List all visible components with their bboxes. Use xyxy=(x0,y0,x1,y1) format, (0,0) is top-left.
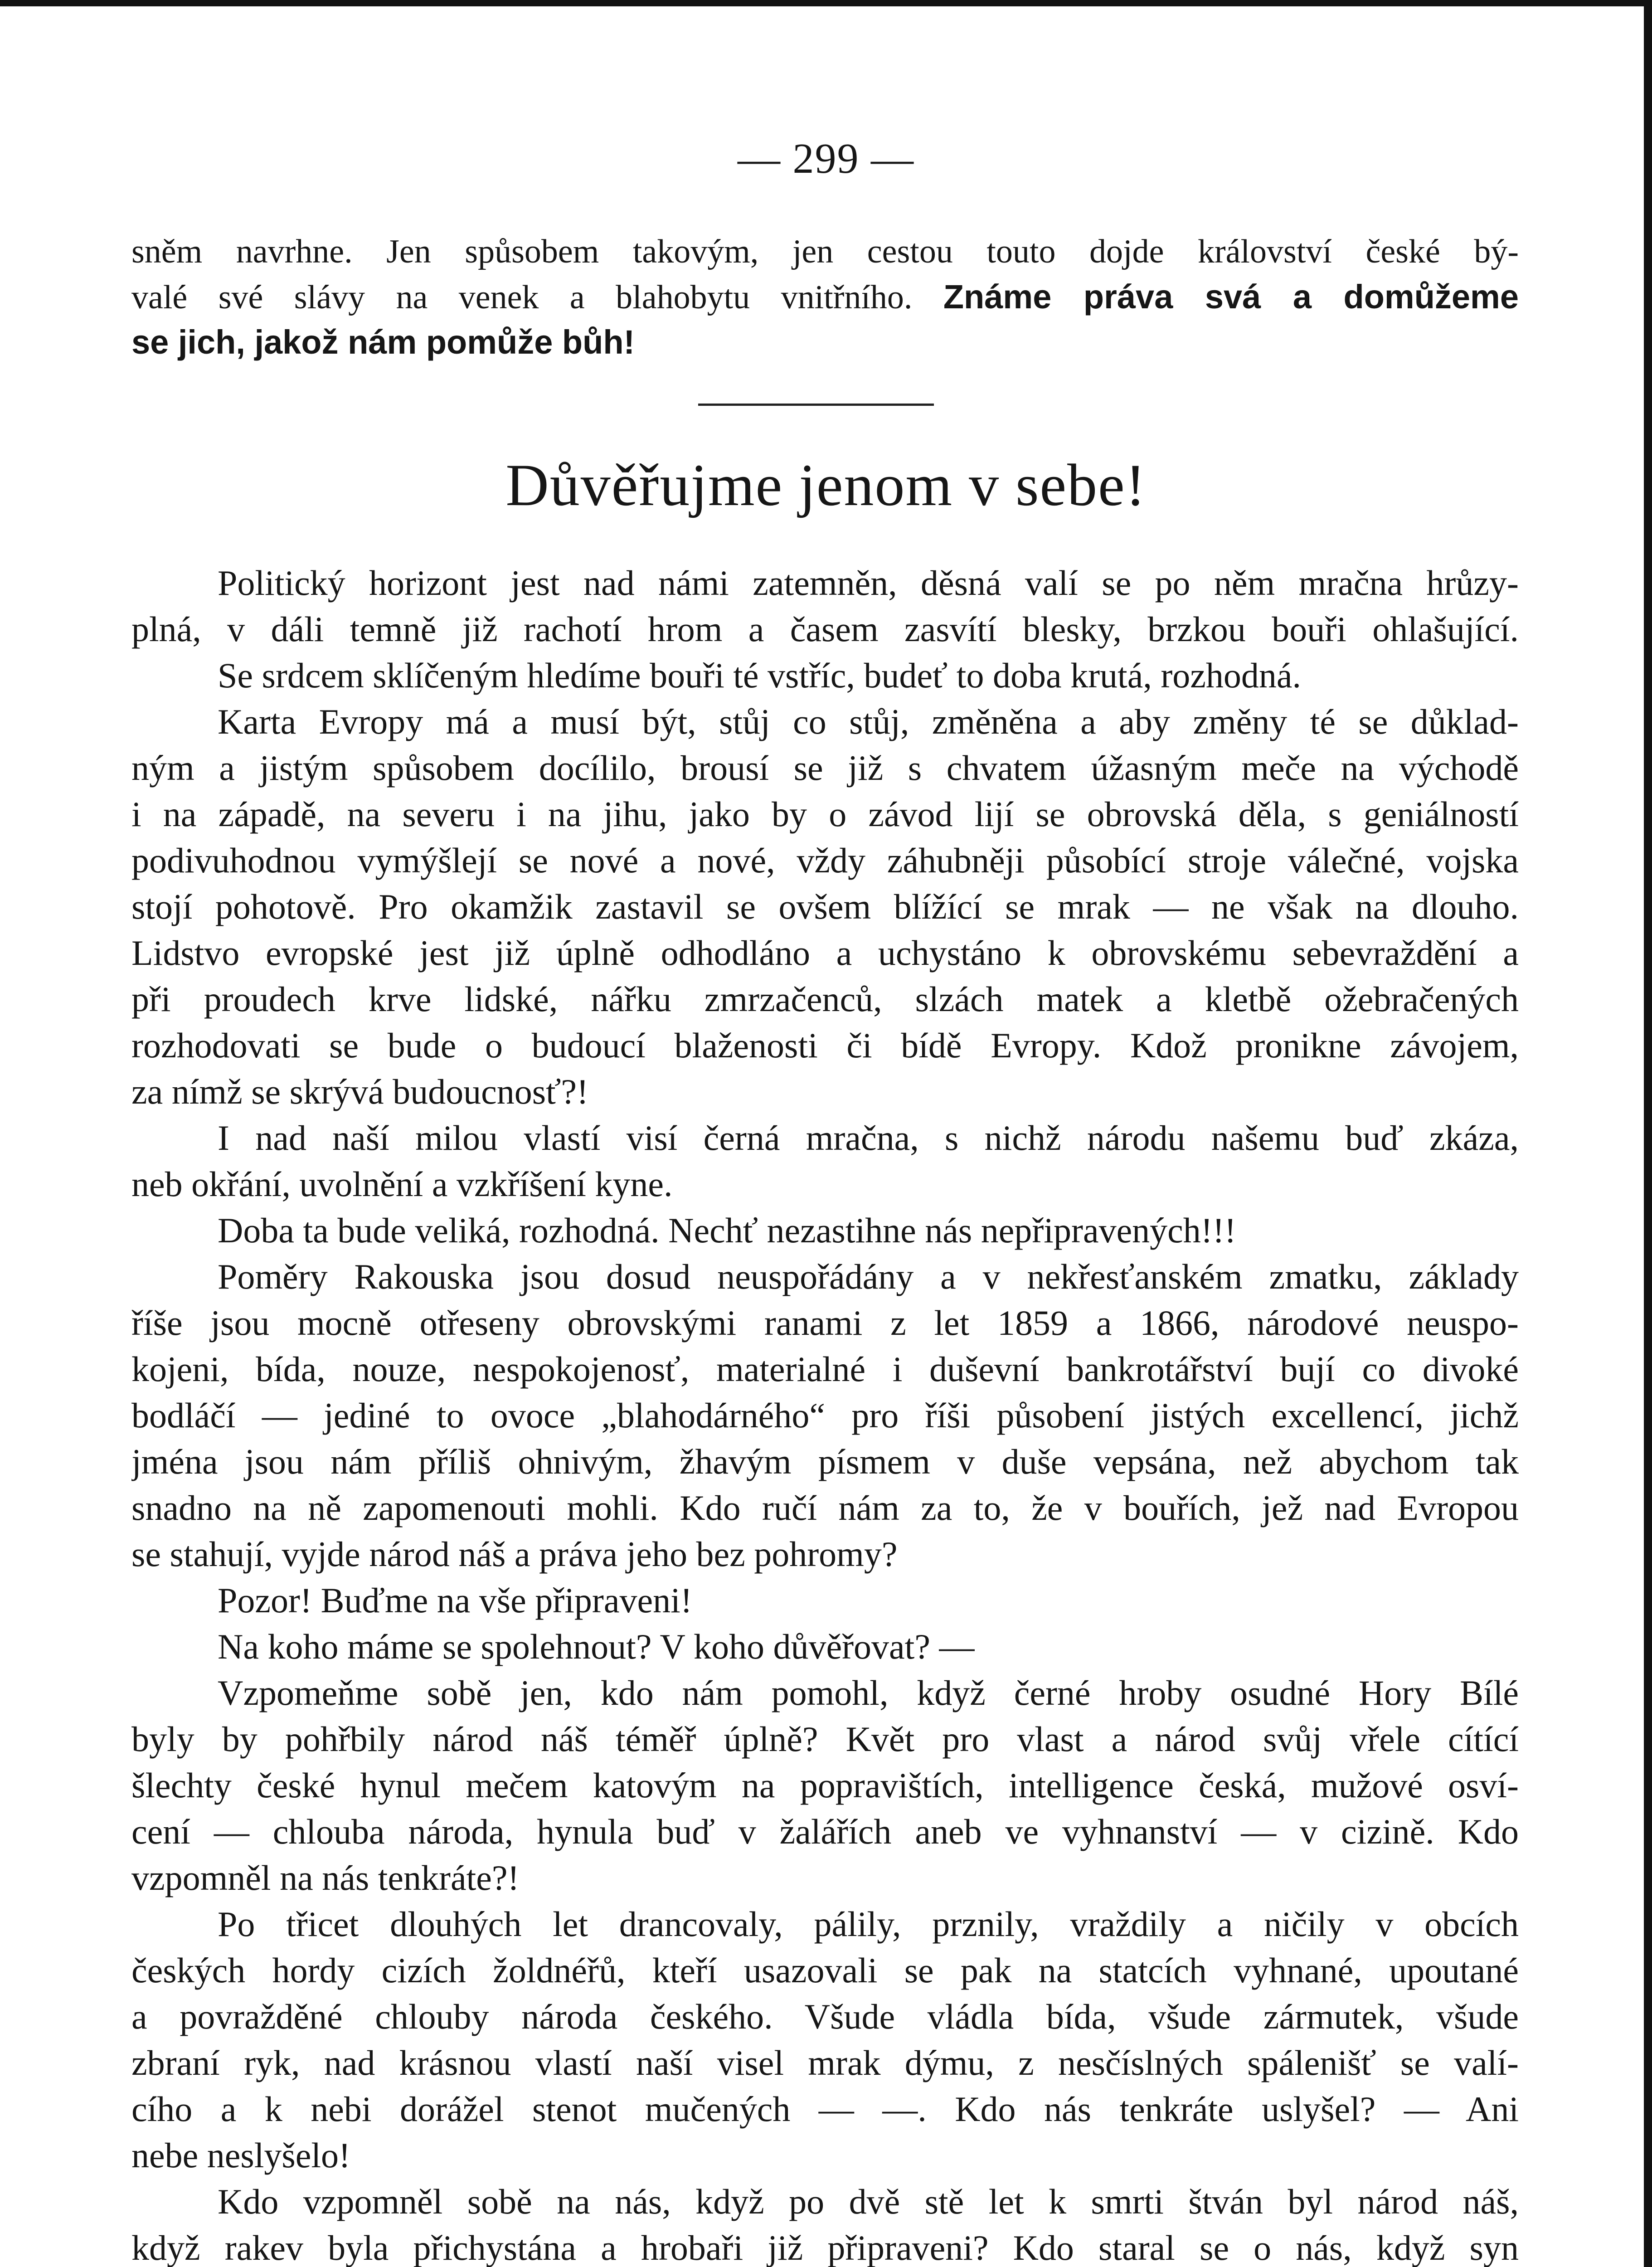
body-line: Na koho máme se spolehnout? V koho důvěřovat? — xyxy=(218,1627,975,1666)
body-line: Se srdcem sklíčeným hledíme bouři té vstříc, budeť to doba krutá, rozhodná. xyxy=(218,656,1302,695)
body-line: šlechty české hynul mečem katovým na popravištích, intelligence česká, mužové osví- xyxy=(131,1766,1519,1805)
body-line: Karta Evropy má a musí být, stůj co stůj, změněna a aby změny té se důklad- xyxy=(218,702,1519,741)
body-line: i na západě, na severu i na jihu, jako by o závod lijí se obrovská děla, s geniálností xyxy=(131,794,1519,834)
intro-line-2 xyxy=(131,274,1519,320)
body-line: snadno na ně zapomenouti mohli. Kdo ručí nám za to, že v bouřích, jež nad Evropou xyxy=(131,1488,1519,1528)
body-line: Lidstvo evropské jest již úplně odhodláno a uchystáno k obrovskému sebevraždění a xyxy=(131,933,1519,973)
body-line: rozhodovati se bude o budoucí blaženosti či bídě Evropy. Kdož pronikne závojem, xyxy=(131,1026,1519,1065)
body-line: ným a jistým spůsobem docílilo, brousí se již s chvatem úžasným meče na východě xyxy=(131,748,1519,788)
intro-line-3: se jich, jakož nám pomůže bůh! xyxy=(131,323,635,361)
page-number: — 299 — xyxy=(738,135,914,182)
article-heading: Důvěřujme jenom v sebe! xyxy=(505,452,1147,518)
section-divider xyxy=(698,404,934,406)
body-line: českých hordy cizích žoldnéřů, kteří usazovali se pak na statcích vyhnané, upoutané xyxy=(131,1951,1519,1990)
article-body xyxy=(131,560,1519,2267)
body-line: I nad naší milou vlastí visí černá mračna, s nichž národu našemu buď zkáza, xyxy=(218,1118,1519,1158)
body-line: když rakev byla přichystána a hrobaři již připraveni? Kdo staral se o nás, když syn xyxy=(131,2228,1519,2267)
body-line: Doba ta bude veliká, rozhodná. Nechť nezastihne nás nepřipravených!!! xyxy=(218,1211,1236,1250)
body-line: říše jsou mocně otřeseny obrovskými ranami z let 1859 a 1866, národové neuspo- xyxy=(131,1303,1519,1343)
body-line: za nímž se skrývá budoucnosť?! xyxy=(131,1072,589,1111)
intro-line-2-bold: Známe práva svá a domůžeme xyxy=(943,278,1519,316)
body-line: cího a k nebi dorážel stenot mučených — —. Kdo nás tenkráte uslyšel? — Ani xyxy=(131,2089,1519,2129)
body-line: plná, v dáli temně již rachotí hrom a časem zasvítí blesky, brzkou bouři ohlašující. xyxy=(131,609,1519,649)
body-line: a povražděné chlouby národa českého. Všude vládla bída, všude zármutek, všude xyxy=(131,1997,1519,2036)
body-line: Po třicet dlouhých let drancovaly, pálily, prznily, vraždily a ničily v obcích xyxy=(218,1904,1519,1944)
intro-line-1: sněm navrhne. Jen spůsobem takovým, jen cestou touto dojde království české bý- xyxy=(131,233,1519,270)
body-line: Pozor! Buďme na vše připraveni! xyxy=(218,1581,692,1620)
body-line: Poměry Rakouska jsou dosud neuspořádány a v nekřesťanském zmatku, základy xyxy=(218,1257,1519,1296)
body-line: podivuhodnou vymýšlejí se nové a nové, vždy záhubněji působící stroje válečné, vojska xyxy=(131,841,1519,880)
body-line: cení — chlouba národa, hynula buď v žalářích aneb ve vyhnanství — v cizině. Kdo xyxy=(131,1812,1519,1851)
body-line: kojeni, bída, nouze, nespokojenosť, materialné i duševní bankrotářství bují co divoké xyxy=(131,1349,1519,1389)
body-line: vzpomněl na nás tenkráte?! xyxy=(131,1858,520,1897)
body-line: Politický horizont jest nad námi zatemněn, děsná valí se po něm mračna hrůzy- xyxy=(218,563,1519,603)
body-line: při proudech krve lidské, nářku zmrzačenců, slzách matek a kletbě ožebračených xyxy=(131,979,1519,1019)
body-line: neb okřání, uvolnění a vzkříšení kyne. xyxy=(131,1164,673,1204)
body-line: bodláčí — jediné to ovoce „blahodárného“ pro říši působení jistých excellencí, jichž xyxy=(131,1396,1519,1435)
body-line: se stahují, vyjde národ náš a práva jeho bez pohromy? xyxy=(131,1534,898,1574)
body-line: byly by pohřbily národ náš téměř úplně? Květ pro vlast a národ svůj vřele cítící xyxy=(131,1719,1519,1759)
body-line: jména jsou nám příliš ohnivým, žhavým písmem v duše vepsána, než abychom tak xyxy=(131,1442,1519,1481)
body-line: Kdo vzpomněl sobě na nás, když po dvě stě let k smrti štván byl národ náš, xyxy=(218,2182,1519,2221)
body-line: zbraní ryk, nad krásnou vlastí naší visel mrak dýmu, z nesčíslných spálenišť se valí- xyxy=(131,2043,1519,2082)
body-line: nebe neslyšelo! xyxy=(131,2136,351,2175)
intro-paragraph xyxy=(131,229,1519,365)
intro-line-2-plain: valé své slávy na venek a blahobytu vnitřního. xyxy=(131,279,913,316)
body-line: stojí pohotově. Pro okamžik zastavil se ovšem blížící se mrak — ne však na dlouho. xyxy=(131,887,1519,926)
body-line: Vzpomeňme sobě jen, kdo nám pomohl, když černé hroby osudné Hory Bílé xyxy=(218,1673,1519,1712)
